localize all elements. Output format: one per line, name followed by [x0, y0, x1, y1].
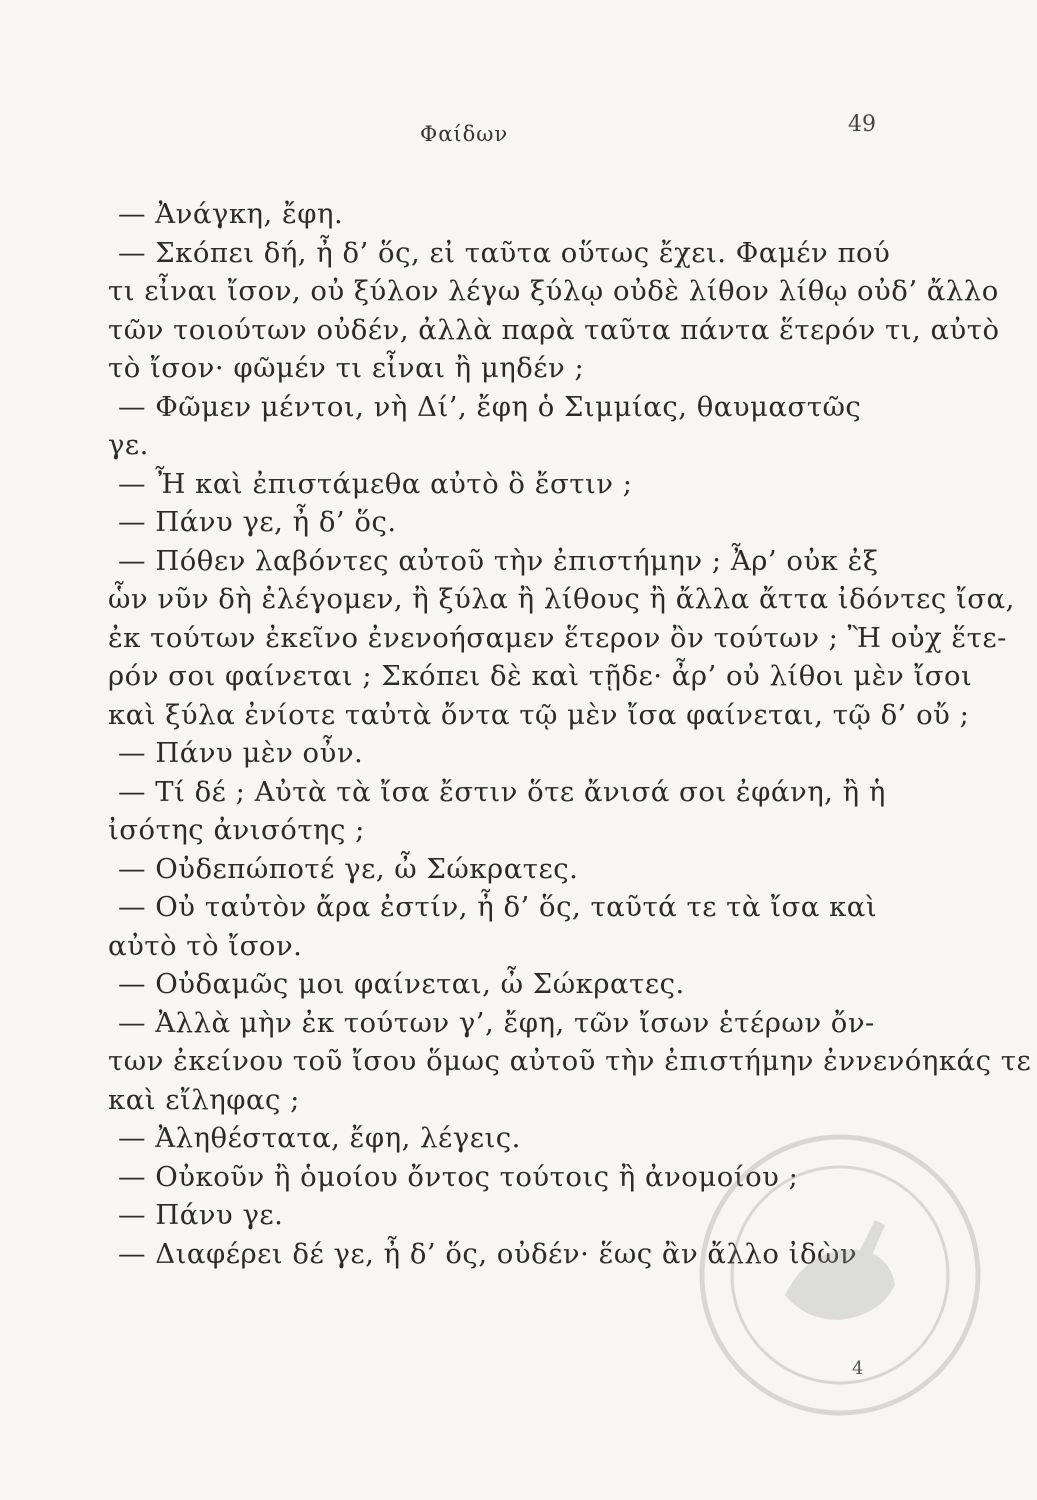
- dialogue-text: [108, 195, 1032, 1273]
- text-line: τῶν τοιούτων οὐδέν, ἀλλὰ παρὰ ταῦτα πάντα ἕτερόν τι, αὐτὸ: [108, 313, 1000, 346]
- text-line: — Πάνυ γε.: [118, 1199, 284, 1231]
- library-stamp-seal: [690, 1125, 990, 1425]
- text-line: — Διαφέρει δέ γε, ἦ δ’ ὅς, οὐδέν· ἕως ἂν ἄλλο ἰδὼν: [118, 1237, 858, 1270]
- text-line: καὶ ξύλα ἐνίοτε ταὐτὰ ὄντα τῷ μὲν ἴσα φαίνεται, τῷ δ’ οὔ ;: [108, 698, 970, 731]
- text-line: — Ἀληθέστατα, ἔφη, λέγεις.: [118, 1122, 521, 1154]
- text-line: — Ἀλλὰ μὴν ἐκ τούτων γ’, ἔφη, τῶν ἴσων ἑτέρων ὄν-: [118, 1006, 875, 1039]
- text-line: ἰσότης ἀνισότης ;: [108, 814, 365, 846]
- text-line: αὐτὸ τὸ ἴσον.: [108, 929, 303, 962]
- page-number: 49: [848, 112, 876, 137]
- text-line: — Οὐδαμῶς μοι φαίνεται, ὦ Σώκρατες.: [118, 968, 685, 1000]
- text-line: — Οὐκοῦν ἢ ὁμοίου ὄντος τούτοις ἢ ἀνομοίου ;: [118, 1160, 799, 1193]
- text-line: των ἐκείνου τοῦ ἴσου ὅμως αὐτοῦ τὴν ἐπιστήμην ἐννενόηκάς τε: [108, 1045, 1032, 1077]
- text-line: γε.: [108, 429, 149, 461]
- text-line: — Τί δέ ; Αὐτὰ τὰ ἴσα ἔστιν ὅτε ἄνισά σοι ἐφάνη, ἢ ἡ: [118, 775, 886, 808]
- text-line: — Ἦ καὶ ἐπιστάμεθα αὐτὸ ὃ ἔστιν ;: [118, 467, 633, 500]
- text-line: — Ἀνάγκη, ἔφη.: [118, 198, 344, 230]
- text-line: τι εἶναι ἴσον, οὐ ξύλον λέγω ξύλῳ οὐδὲ λίθον λίθῳ οὐδ’ ἄλλο: [108, 275, 999, 307]
- text-line: τὸ ἴσον· φῶμέν τι εἶναι ἢ μηδέν ;: [108, 352, 585, 384]
- text-line: — Οὐδεπώποτέ γε, ὦ Σώκρατες.: [118, 852, 579, 885]
- text-line: καὶ εἴληφας ;: [108, 1083, 300, 1116]
- text-line: — Πάνυ μὲν οὖν.: [118, 737, 364, 769]
- text-line: ὧν νῦν δὴ ἐλέγομεν, ἢ ξύλα ἢ λίθους ἢ ἄλλα ἄττα ἰδόντες ἴσα,: [108, 583, 1015, 615]
- text-line: — Πάνυ γε, ἦ δ’ ὅς.: [118, 506, 397, 538]
- text-line: — Φῶμεν μέντοι, νὴ Δί’, ἔφη ὁ Σιμμίας, θαυμαστῶς: [118, 390, 862, 423]
- text-line: — Πόθεν λαβόντες αὐτοῦ τὴν ἐπιστήμην ; Ἆρ’ οὐκ ἐξ: [118, 544, 879, 577]
- signature-mark: 4: [852, 1358, 864, 1379]
- text-line: ρόν σοι φαίνεται ; Σκόπει δὲ καὶ τῇδε· ἆρ’ οὐ λίθοι μὲν ἴσοι: [108, 660, 973, 692]
- text-line: ἐκ τούτων ἐκεῖνο ἐνενοήσαμεν ἕτερον ὂν τούτων ; Ἢ οὐχ ἕτε-: [108, 621, 1007, 654]
- text-line: — Σκόπει δή, ἦ δ’ ὅς, εἰ ταῦτα οὕτως ἔχει. Φαμέν πού: [118, 236, 891, 269]
- running-header-title: Φαίδων: [420, 122, 509, 146]
- text-line: — Οὐ ταὐτὸν ἄρα ἐστίν, ἦ δ’ ὅς, ταῦτά τε τὰ ἴσα καὶ: [118, 891, 878, 923]
